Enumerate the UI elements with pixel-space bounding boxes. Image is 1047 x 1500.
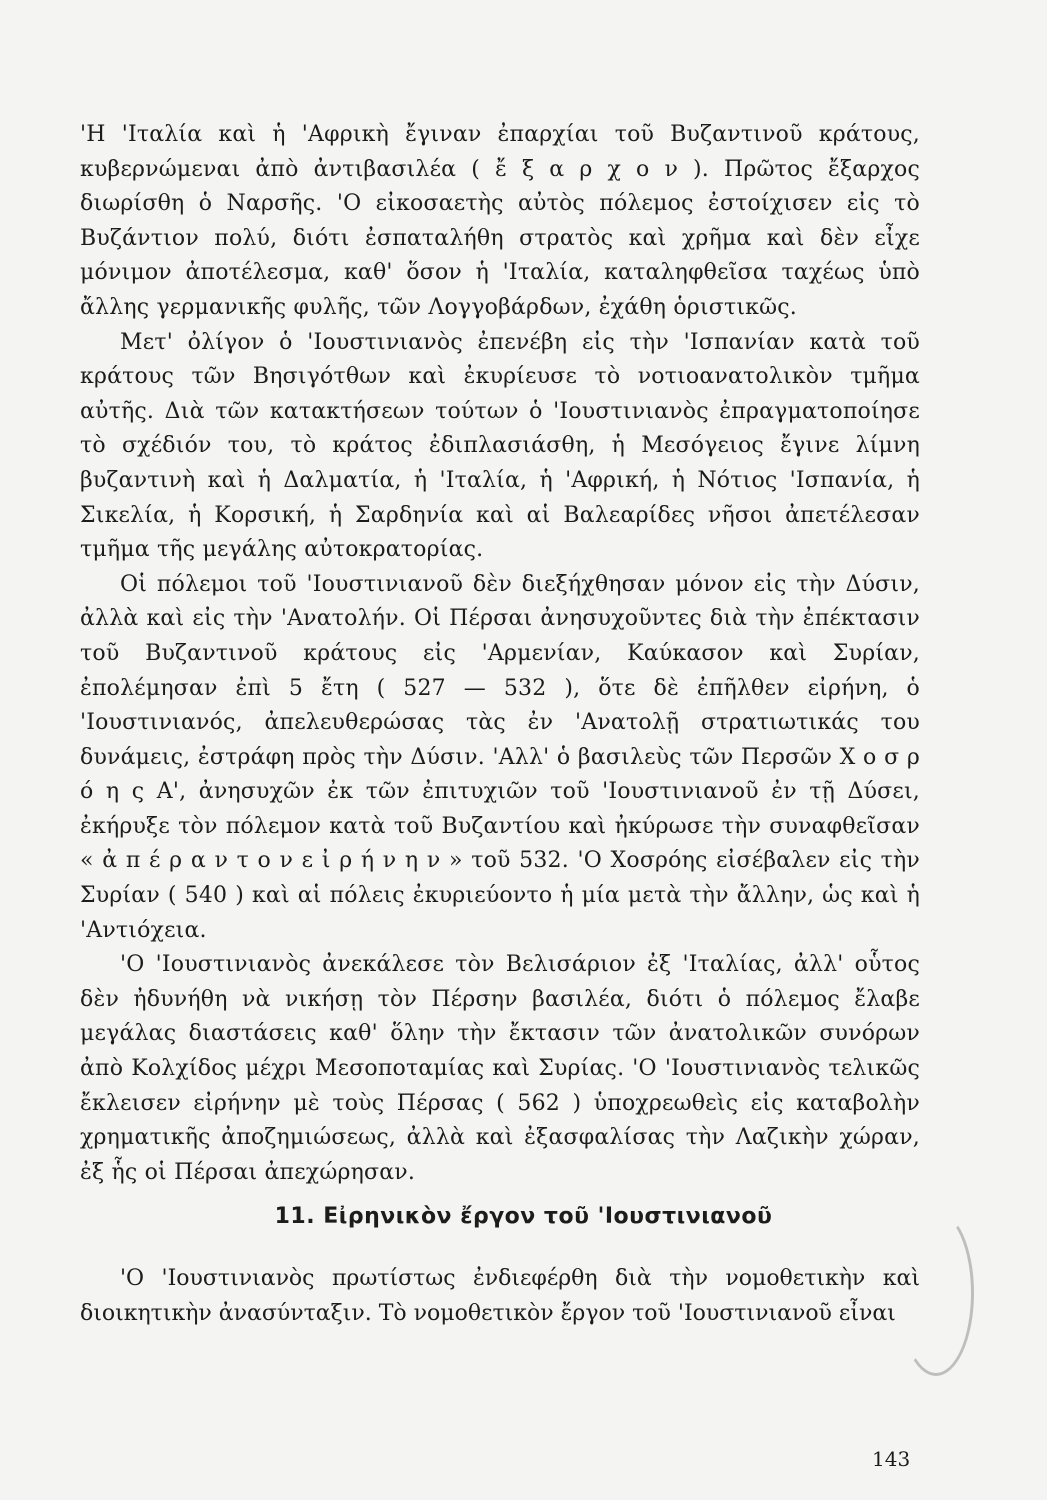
paragraph-2: Μετ' ὀλίγον ὁ 'Ιουστινιανὸς ἐπενέβη εἰς τὴν 'Ισπανίαν κατὰ τοῦ κράτους τῶν Βησιγότθων καὶ ἐκυρίευσε τὸ νοτιοανατολικὸν τμῆμα αὐτῆς. Διὰ τῶν κατακτήσεων τούτων ὁ 'Ιουστινιανὸς ἐπραγματοποίησε τὸ σχέδιόν του, τὸ κράτος ἐδιπλασιάσθη, ἡ Μεσόγειος ἔγινε λίμνη βυζαντινὴ καὶ ἡ Δαλματία, ἡ 'Ιταλία, ἡ 'Αφρική, ἡ Νότιος 'Ισπανία, ἡ Σικελία, ἡ Κορσική, ἡ Σαρδηνία καὶ αἱ Βαλεαρίδες νῆσοι ἀπετέλεσαν τμῆμα τῆς μεγάλης αὐτοκρατορίας. xyxy=(80,329,920,563)
section-heading: 11. Εἰρηνικὸν ἔργον τοῦ 'Ιουστινιανοῦ xyxy=(274,1204,773,1229)
main-text xyxy=(80,118,920,1190)
final-text xyxy=(80,1262,920,1331)
page-number: 143 xyxy=(872,1447,911,1471)
paragraph-4: 'Ο 'Ιουστινιανὸς ἀνεκάλεσε τὸν Βελισάριον ἐξ 'Ιταλίας, ἀλλ' οὗτος δὲν ἠδυνήθη νὰ νικήσῃ τὸν Πέρσην βασιλέα, διότι ὁ πόλεμος ἔλαβε μεγάλας διαστάσεις καθ' ὅλην τὴν ἔκτασιν τῶν ἀνατολικῶν συνόρων ἀπὸ Κολχίδος μέχρι Μεσοποταμίας καὶ Συρίας. 'Ο 'Ιουστινιανὸς τελικῶς ἔκλεισεν εἰρήνην μὲ τοὺς Πέρσας ( 562 ) ὑποχρεωθεὶς εἰς καταβολὴν χρηματικῆς ἀποζημιώσεως, ἀλλὰ καὶ ἐξασφαλίσας τὴν Λαζικὴν χώραν, ἐξ ἧς οἱ Πέρσαι ἀπεχώρησαν. xyxy=(80,952,920,1185)
paragraph-1: 'Η 'Ιταλία καὶ ἡ 'Αφρικὴ ἔγιναν ἐπαρχίαι τοῦ Βυζαντινοῦ κράτους, κυβερνώμεναι ἀπὸ ἀντιβασιλέα ( ἔ ξ α ρ χ ο ν ). Πρῶτος ἔξαρχος διωρίσθη ὁ Ναρσῆς. 'Ο εἰκοσαετὴς αὐτὸς πόλεμος ἐστοίχισεν εἰς τὸ Βυζάντιον πολύ, διότι ἐσπαταλήθη στρατὸς καὶ χρῆμα καὶ δὲν εἶχε μόνιμον ἀποτέλεσμα, καθ' ὅσον ἡ 'Ιταλία, καταληφθεῖσα ταχέως ὑπὸ ἄλλης γερμανικῆς φυλῆς, τῶν Λογγοβάρδων, ἐχάθη ὁριστικῶς. xyxy=(80,122,920,320)
paragraph-5: 'Ο 'Ιουστινιανὸς πρωτίστως ἐνδιεφέρθη διὰ τὴν νομοθετικὴν καὶ διοικητικὴν ἀνασύνταξιν. Τὸ νομοθετικὸν ἔργον τοῦ 'Ιουστινιανοῦ εἶναι xyxy=(80,1266,920,1326)
paragraph-3: Οἱ πόλεμοι τοῦ 'Ιουστινιανοῦ δὲν διεξήχθησαν μόνον εἰς τὴν Δύσιν, ἀλλὰ καὶ εἰς τὴν 'Ανατολήν. Οἱ Πέρσαι ἀνησυχοῦντες διὰ τὴν ἐπέκτασιν τοῦ Βυζαντινοῦ κράτους εἰς 'Αρμενίαν, Καύκασον καὶ Συρίαν, ἐπολέμησαν ἐπὶ 5 ἔτη ( 527 — 532 ), ὅτε δὲ ἐπῆλθεν εἰρήνη, ὁ 'Ιουστινιανός, ἀπελευθερώσας τὰς ἐν 'Ανατολῇ στρατιωτικάς του δυνάμεις, ἐστράφη πρὸς τὴν Δύσιν. 'Αλλ' ὁ βασιλεὺς τῶν Περσῶν Χ ο σ ρ ό η ς Α', ἀνησυχῶν ἐκ τῶν ἐπιτυχιῶν τοῦ 'Ιουστινιανοῦ ἐν τῇ Δύσει, ἐκήρυξε τὸν πόλεμον κατὰ τοῦ Βυζαντίου καὶ ἠκύρωσε τὴν συναφθεῖσαν « ἀ π έ ρ α ν τ ο ν ε ἰ ρ ή ν η ν » τοῦ 532. 'Ο Χοσρόης εἰσέβαλεν εἰς τὴν Συρίαν ( 540 ) καὶ αἱ πόλεις ἐκυριεύοντο ἡ μία μετὰ τὴν ἄλλην, ὡς καὶ ἡ 'Αντιόχεια. xyxy=(80,571,920,943)
library-stamp-icon xyxy=(898,1210,974,1376)
